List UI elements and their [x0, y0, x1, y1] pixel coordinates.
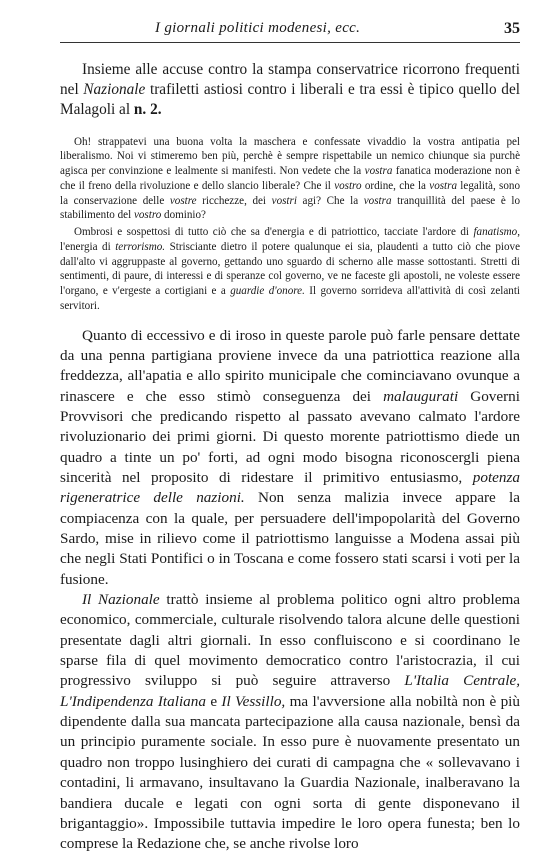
italic-run: Il Vessillo,	[221, 692, 286, 710]
text-run: Oh! strappatevi una buona volta la maschera e confessate vivaddio la vostra antipatia pel liberalismo. Noi vi stimeremo ben più, perchè è sempre rispettabile un nemico chiunque sia purchè agisca per convinzione e lealmente si manifesti. Non vedete che la	[60, 135, 520, 178]
text-run: Ombrosi e sospettosi di tutto ciò che sa d'energia e di patriottico, tacciate l'ardore di	[74, 226, 474, 239]
italic-run: guardie d'onore.	[230, 285, 305, 298]
italic-run: vostro	[334, 179, 362, 192]
text-run: trafiletti astiosi contro i liberali e tra essi è tipico quello del Malagoli al	[60, 81, 520, 119]
text-run: Quanto di eccessivo e di iroso in queste parole può farle pensare dettate da una penna partigiana proviene invece da una patriottica reazione alla freddezza, all'apatia e allo spirito municipale che cominciavano ovunque a rinascere e che esso stimò conseguenza dei	[60, 326, 520, 405]
text-run: tranquillità del paese è lo stabilimento del	[60, 194, 520, 222]
page-number: 35	[504, 20, 520, 37]
italic-run: fanatismo	[473, 226, 518, 239]
italic-run: potenza rigeneratrice delle nazioni.	[60, 469, 520, 507]
running-title: I giornali politici modenesi, ecc.	[155, 20, 361, 36]
quotation-paragraph-2	[60, 225, 520, 314]
text-run: trattò insieme al problema politico ogni altro problema economico, commerciale, culturale risolvendo talora alcune delle questioni presentate dagli altri giornali. In esso confluiscono e si coordinano le sparse fila di quel movimento democratico contro l'aristocrazia, il cui progressivo sviluppo si può seguire attraverso	[60, 591, 520, 690]
text-run: Non senza malizia invece appare la compiacenza con la quale, per persuadere dell'impopolarità del Governo Sardo, mise in rilievo come il patriottismo languisse a Modena assai più che negli Stati Pontifici o in Toscana e come fossero stati scarsi i voti per la fusione.	[60, 489, 520, 588]
text-run: Governi Provvisori che predicando rispetto al passato avevano calmato l'ardore rivoluzionario dei primi giorni. Di questo morente patriottismo diede un quadro a tinte un po' forti, ad ogni modo bisogna riconoscergli piena sincerità nel proposito di ridestare il primitivo entusiasmo,	[60, 387, 520, 487]
text-run: dominio?	[161, 209, 206, 222]
intro-paragraph	[60, 60, 520, 121]
body-paragraph-2	[60, 590, 520, 854]
text-run: Il governo sorrideva all'attività di così zelanti servitori.	[60, 285, 521, 312]
text-run: fanatica moderazione non è che il freno della rivoluzione e dello slancio liberale? Che il	[60, 165, 520, 192]
italic-run: vostri	[271, 194, 297, 207]
italic-run: vostre	[169, 194, 197, 207]
running-head	[60, 20, 520, 40]
text-run: Strisciante dietro il potere qualunque ei sia, plaudenti a tutto ciò che piove dall'alto vi aggruppaste al governo, gettando uno sguardo di scherno alle masse sottostanti. Stretti di sentimenti, di paure, di interessi e di speranze col governo, ve ne faceste gli apostoli, ne voleste essere l'organo, e v'ergeste a cortigiani e a	[60, 240, 520, 298]
header-rule	[60, 42, 520, 43]
bold-run: n. 2.	[133, 101, 162, 119]
italic-run: malaugurati	[383, 387, 459, 405]
italic-run: vostro	[133, 209, 162, 222]
italic-run: L'Italia Centrale, L'Indipendenza Italiana	[60, 672, 521, 710]
italic-run: vostra	[363, 194, 392, 207]
page-body	[60, 60, 520, 855]
italic-run: vostra	[429, 179, 457, 192]
italic-run: Nazionale	[83, 81, 146, 99]
text-run: e	[205, 692, 222, 710]
italic-run: Il Nazionale	[82, 591, 160, 609]
body-paragraph-1	[60, 326, 520, 590]
text-run: ricchezze, dei	[196, 194, 272, 207]
text-run: , l'energia di	[60, 226, 520, 253]
italic-run: vostra	[364, 165, 393, 178]
quotation-paragraph-1	[60, 135, 520, 224]
text-run: agi? Che la	[296, 194, 364, 207]
text-run: Insieme alle accuse contro la stampa conservatrice ricorrono frequenti nel	[60, 61, 520, 99]
text-run: legalità, sono la conservazione delle	[60, 179, 520, 207]
text-run: ma l'avversione alla nobiltà non è più dipendente dalla sua mancata partecipazione alla causa nazionale, bensì da un principio puramente sociale. In esso pure è nuovamente presentato un quadro non troppo lusinghiero dei curati di campagna che « sollevavano i contadini, li armavano, insultavano la Guardia Nazionale, inalberavano la bandiera ducale e legati con ogni sorta di gente disponevano il brigantaggio». Impossibile tuttavia impedire le loro opera funesta; ben lo comprese la Redazione che, se anche rivolse loro	[60, 692, 520, 853]
text-run: ordine, che la	[361, 179, 430, 192]
italic-run: terrorismo.	[115, 240, 166, 253]
